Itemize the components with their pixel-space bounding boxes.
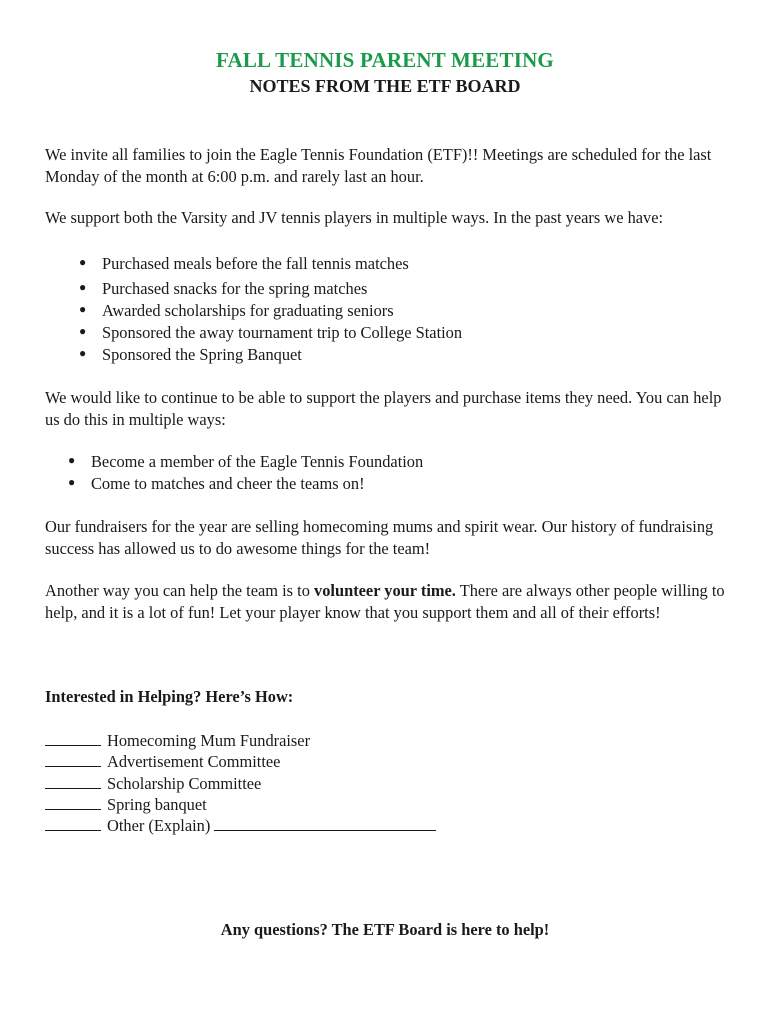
signup-blank[interactable] [45,793,101,810]
signup-item-mum-fundraiser [45,729,436,750]
ways-to-help-list [68,452,424,496]
bullet-icon: ● [79,280,87,294]
signup-label: Scholarship Committee [107,773,262,793]
signup-blank[interactable] [45,814,101,831]
volunteer-paragraph [45,580,730,623]
bullet-icon: ● [79,302,87,316]
bullet-icon: ● [68,475,76,489]
other-explain-blank[interactable] [214,814,436,831]
continue-paragraph: We would like to continue to be able to support the players and purchase items they need. You can help us do this in multiple ways: [45,388,722,429]
document-title: FALL TENNIS PARENT MEETING [216,48,554,72]
list-item [68,452,424,474]
bullet-icon: ● [79,346,87,360]
list-item-text: Purchased meals before the fall tennis matches [102,254,409,273]
signup-item-advertisement [45,750,436,771]
document-subtitle: NOTES FROM THE ETF BOARD [249,76,521,96]
signup-label: Spring banquet [107,794,207,814]
list-item [79,345,462,367]
support-list [79,254,463,367]
signup-blank[interactable] [45,729,101,746]
signup-item-spring-banquet [45,793,436,814]
bullet-icon: ● [79,255,87,269]
intro-paragraph: We invite all families to join the Eagle Tennis Foundation (ETF)!! Meetings are scheduled for the last Monday of the month at 6:00 p.m. and rarely last an hour. [45,145,712,186]
list-item [68,474,423,496]
volunteer-emphasis: volunteer your time. [314,581,456,600]
signup-label: Advertisement Committee [107,752,281,772]
list-item-text: Sponsored the Spring Banquet [102,345,302,364]
support-paragraph: We support both the Varsity and JV tennis players in multiple ways. In the past years we have: [45,208,664,227]
signup-item-scholarship [45,772,436,793]
list-item-text: Come to matches and cheer the teams on! [91,474,365,493]
signup-blank[interactable] [45,750,101,767]
list-item [79,301,462,323]
signup-label: Homecoming Mum Fundraiser [107,731,311,750]
signup-label: Other (Explain) [107,816,211,836]
footer-note: Any questions? The ETF Board is here to help! [220,920,550,939]
help-heading: Interested in Helping? Here’s How: [45,687,294,706]
list-item [79,323,463,345]
bullet-icon: ● [68,453,76,467]
fundraisers-paragraph: Our fundraisers for the year are selling homecoming mums and spirit wear. Our history of fundraising success has allowed us to do awesome things for the team! [45,517,714,558]
volunteer-text-before: Another way you can help the team is to [45,581,315,600]
list-item-text: Sponsored the away tournament trip to College Station [102,323,463,342]
list-item-text: Become a member of the Eagle Tennis Foundation [91,452,424,471]
signup-item-other [45,814,436,835]
signup-options [45,729,436,835]
list-item-text: Purchased snacks for the spring matches [102,279,368,298]
signup-blank[interactable] [45,772,101,789]
list-item [79,279,462,301]
volunteer-text-after: There are always other people willing to help, and it is a lot of fun! Let your player know that you support them and all of their efforts! [45,581,725,622]
list-item [79,254,462,279]
bullet-icon: ● [79,324,87,338]
list-item-text: Awarded scholarships for graduating seniors [102,301,394,320]
